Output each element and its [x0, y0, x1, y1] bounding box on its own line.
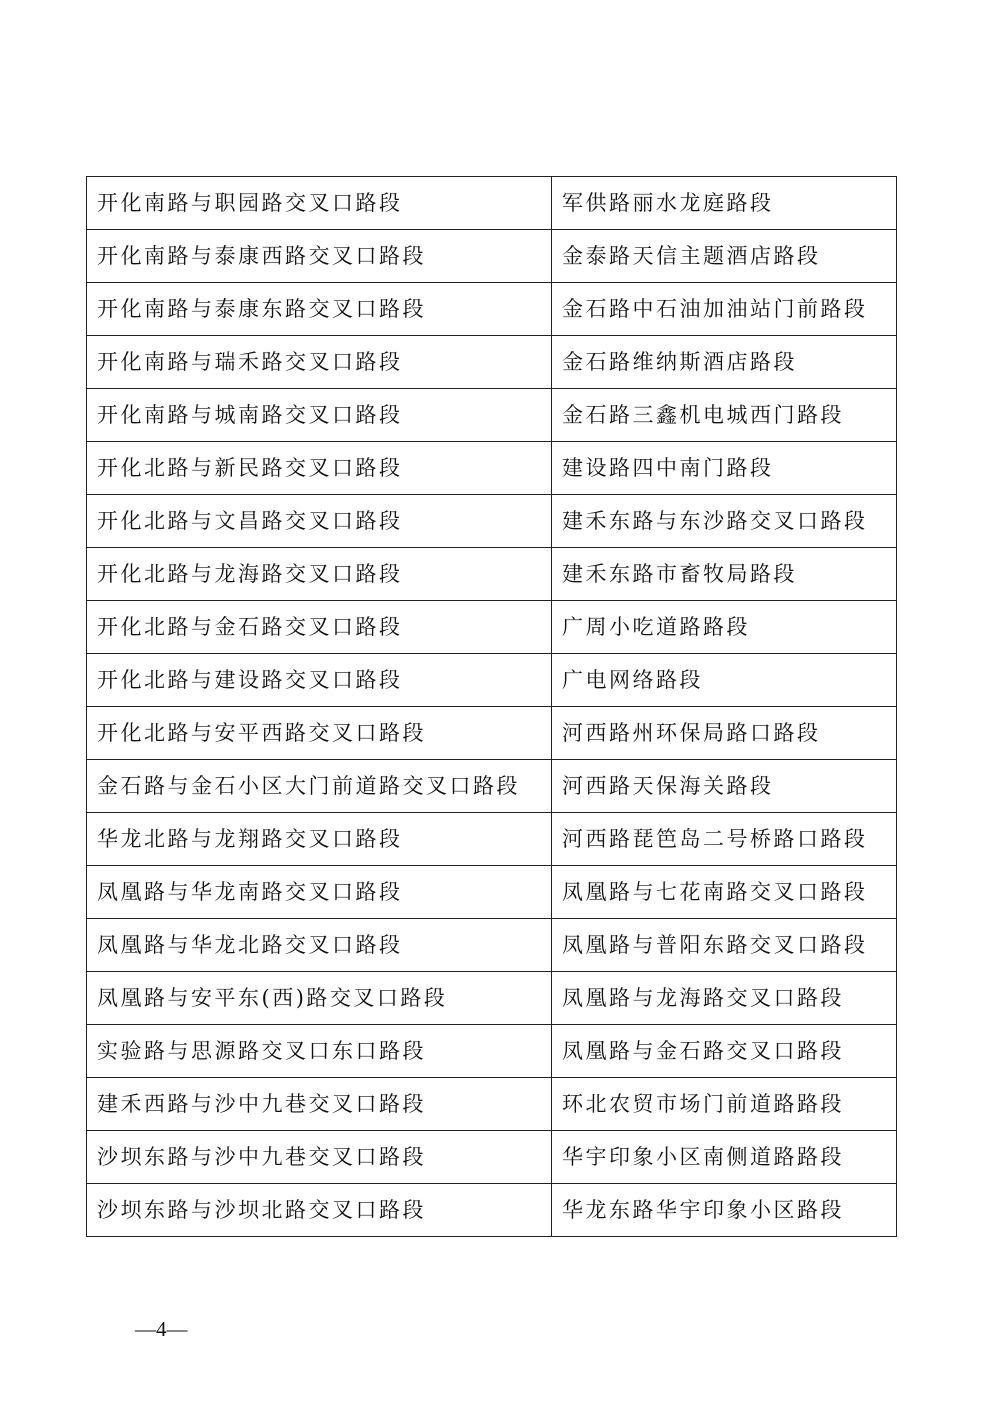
road-section-right-cell: 河西路琵笆岛二号桥路口路段: [552, 813, 897, 866]
table-row: [87, 760, 897, 813]
road-section-left-cell: 沙坝东路与沙坝北路交叉口路段: [87, 1184, 552, 1237]
road-section-right-cell: 军供路丽水龙庭路段: [552, 177, 897, 230]
road-section-left-cell: 开化南路与职园路交叉口路段: [87, 177, 552, 230]
table-row: [87, 177, 897, 230]
road-section-right-cell: 金石路中石油加油站门前路段: [552, 283, 897, 336]
table-row: [87, 1078, 897, 1131]
table-row: [87, 336, 897, 389]
table-row: [87, 230, 897, 283]
table-body: [87, 177, 897, 1237]
table-row: [87, 601, 897, 654]
road-section-right-cell: 凤凰路与七花南路交叉口路段: [552, 866, 897, 919]
road-section-left-cell: 开化北路与建设路交叉口路段: [87, 654, 552, 707]
road-section-right-cell: 华龙东路华宇印象小区路段: [552, 1184, 897, 1237]
road-section-left-cell: 华龙北路与龙翔路交叉口路段: [87, 813, 552, 866]
road-section-left-cell: 凤凰路与华龙南路交叉口路段: [87, 866, 552, 919]
road-section-right-cell: 建设路四中南门路段: [552, 442, 897, 495]
road-section-right-cell: 河西路州环保局路口路段: [552, 707, 897, 760]
road-section-left-cell: 凤凰路与安平东(西)路交叉口路段: [87, 972, 552, 1025]
table-row: [87, 813, 897, 866]
road-section-left-cell: 开化北路与新民路交叉口路段: [87, 442, 552, 495]
table-row: [87, 442, 897, 495]
table-row: [87, 548, 897, 601]
table-row: [87, 389, 897, 442]
road-section-left-cell: 开化南路与瑞禾路交叉口路段: [87, 336, 552, 389]
road-section-right-cell: 建禾东路与东沙路交叉口路段: [552, 495, 897, 548]
road-section-right-cell: 凤凰路与龙海路交叉口路段: [552, 972, 897, 1025]
road-section-left-cell: 开化北路与安平西路交叉口路段: [87, 707, 552, 760]
road-section-left-cell: 开化南路与泰康西路交叉口路段: [87, 230, 552, 283]
table-row: [87, 283, 897, 336]
table-row: [87, 1184, 897, 1237]
page-number: —4—: [135, 1317, 188, 1341]
road-section-right-cell: 河西路天保海关路段: [552, 760, 897, 813]
road-section-right-cell: 广周小吃道路路段: [552, 601, 897, 654]
table-row: [87, 919, 897, 972]
road-section-right-cell: 凤凰路与普阳东路交叉口路段: [552, 919, 897, 972]
road-section-left-cell: 凤凰路与华龙北路交叉口路段: [87, 919, 552, 972]
road-section-left-cell: 开化北路与金石路交叉口路段: [87, 601, 552, 654]
table-row: [87, 972, 897, 1025]
table-row: [87, 707, 897, 760]
road-section-right-cell: 金石路三鑫机电城西门路段: [552, 389, 897, 442]
road-section-left-cell: 沙坝东路与沙中九巷交叉口路段: [87, 1131, 552, 1184]
road-section-right-cell: 建禾东路市畜牧局路段: [552, 548, 897, 601]
table-row: [87, 654, 897, 707]
road-section-table: [86, 176, 897, 1237]
road-section-right-cell: 凤凰路与金石路交叉口路段: [552, 1025, 897, 1078]
road-section-left-cell: 开化北路与龙海路交叉口路段: [87, 548, 552, 601]
road-section-left-cell: 开化南路与城南路交叉口路段: [87, 389, 552, 442]
road-section-right-cell: 环北农贸市场门前道路路段: [552, 1078, 897, 1131]
table-row: [87, 1131, 897, 1184]
road-section-left-cell: 金石路与金石小区大门前道路交叉口路段: [87, 760, 552, 813]
road-section-right-cell: 广电网络路段: [552, 654, 897, 707]
table-row: [87, 1025, 897, 1078]
table-row: [87, 495, 897, 548]
road-section-right-cell: 金石路维纳斯酒店路段: [552, 336, 897, 389]
road-section-left-cell: 建禾西路与沙中九巷交叉口路段: [87, 1078, 552, 1131]
road-section-left-cell: 开化南路与泰康东路交叉口路段: [87, 283, 552, 336]
road-section-right-cell: 金泰路天信主题酒店路段: [552, 230, 897, 283]
road-section-left-cell: 实验路与思源路交叉口东口路段: [87, 1025, 552, 1078]
road-section-right-cell: 华宇印象小区南侧道路路段: [552, 1131, 897, 1184]
road-section-left-cell: 开化北路与文昌路交叉口路段: [87, 495, 552, 548]
table-row: [87, 866, 897, 919]
